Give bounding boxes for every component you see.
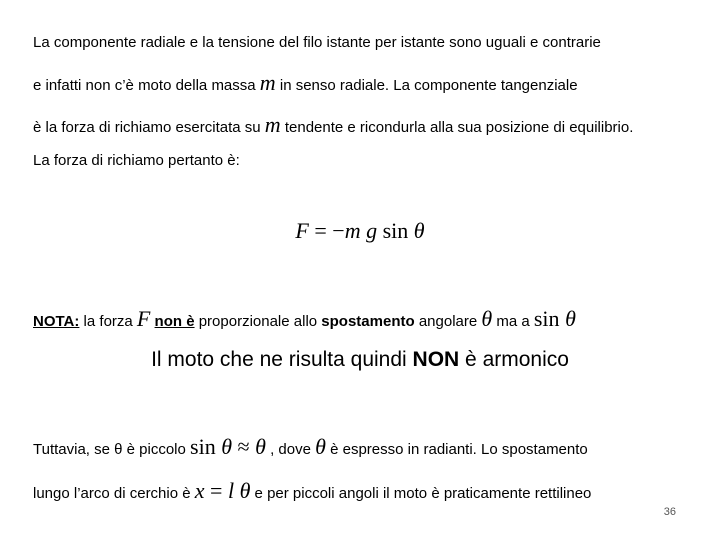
math-theta: θ <box>255 434 266 459</box>
non-e-emphasis: non è <box>154 313 195 330</box>
math-F: F <box>136 306 151 331</box>
math-m: m <box>264 112 281 137</box>
non-emphasis: NON <box>412 348 460 371</box>
math-eq-minus: = − <box>308 218 345 243</box>
math-sin: sin <box>533 306 566 331</box>
page-number: 36 <box>663 506 676 518</box>
spostamento-emphasis: spostamento <box>321 313 415 330</box>
text: ma a <box>492 313 534 330</box>
math-F: F <box>295 218 309 243</box>
text: la forza <box>79 313 137 330</box>
paragraph-line-4 <box>33 152 240 169</box>
text: La forza di richiamo pertanto è: <box>33 152 240 169</box>
math-theta: θ <box>315 434 326 459</box>
tuttavia-line <box>33 434 588 460</box>
math-theta: θ <box>565 306 576 331</box>
text: proporzionale allo <box>194 313 322 330</box>
math-l: l <box>227 478 235 503</box>
text: , dove <box>265 441 316 458</box>
paragraph-line-3 <box>33 112 633 138</box>
text: è la forza di richiamo esercitata su <box>33 119 265 136</box>
text: è espresso in radianti. Lo spostamento <box>325 441 588 458</box>
math-theta: θ <box>234 478 251 503</box>
math-sin: sin <box>190 434 222 459</box>
text: Il moto che ne risulta quindi <box>151 348 413 371</box>
math-eq: = <box>204 478 228 503</box>
math-theta: θ <box>221 434 233 459</box>
nota-line <box>33 306 576 332</box>
text: e per piccoli angoli il moto è praticamente rettilineo <box>250 485 592 502</box>
math-x: x <box>194 478 205 503</box>
paragraph-line-1 <box>33 34 601 51</box>
text: tendente e ricondurla alla sua posizione di equilibrio. <box>280 119 634 136</box>
text: Tuttavia, se θ è piccolo <box>33 441 191 458</box>
math-m: m <box>259 70 276 95</box>
force-equation <box>0 218 720 244</box>
text: e infatti non c’è moto della massa <box>33 77 260 94</box>
text: angolare <box>414 313 482 330</box>
math-theta: θ <box>413 218 425 243</box>
math-m: m <box>344 218 361 243</box>
math-sin: sin <box>382 218 414 243</box>
text: in senso radiale. La componente tangenziale <box>275 77 578 94</box>
math-approx: ≈ <box>232 434 256 459</box>
text: è armonico <box>459 348 569 371</box>
text: La componente radiale e la tensione del filo istante per istante sono uguali e contrarie <box>33 34 601 51</box>
text: lungo l’arco di cerchio è <box>33 485 195 502</box>
math-g: g <box>360 218 383 243</box>
paragraph-line-2 <box>33 70 578 96</box>
math-theta: θ <box>481 306 493 331</box>
statement-line <box>0 348 720 372</box>
nota-label: NOTA: <box>33 313 80 330</box>
arco-line <box>33 478 591 504</box>
